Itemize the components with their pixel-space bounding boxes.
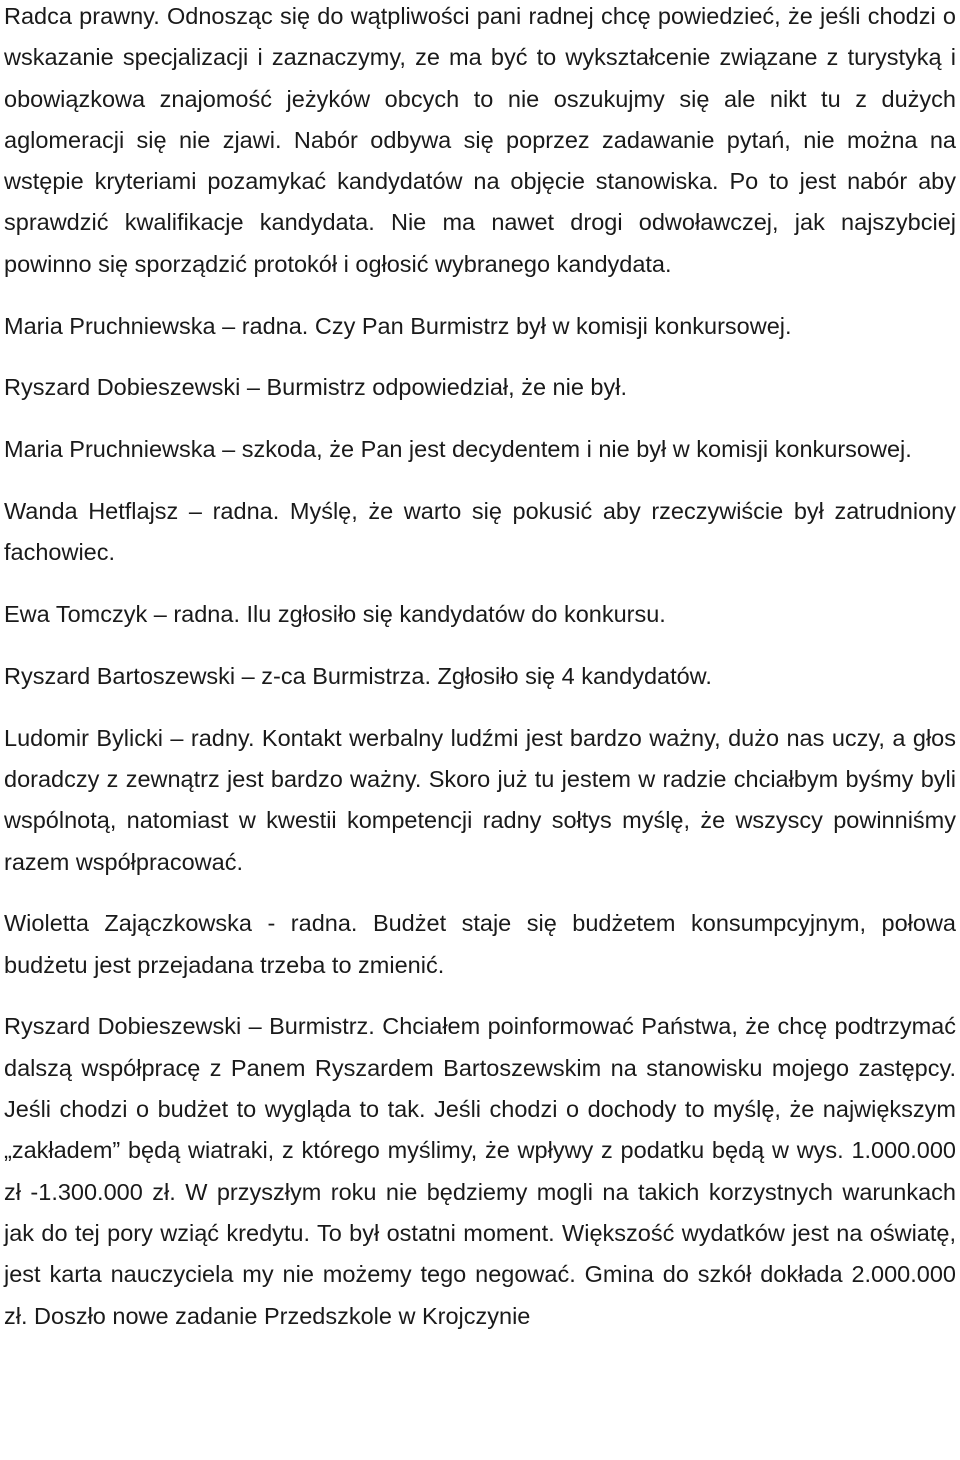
paragraph-bylicki	[4, 718, 956, 883]
paragraph-text: Zgłosiło się 4 kandydatów.	[431, 662, 712, 689]
speaker-label: Maria Pruchniewska – radna.	[4, 312, 309, 339]
paragraph-text: Kontakt werbalny ludźmi jest bardzo ważny, dużo nas uczy, a głos doradczy z zewnątrz jest bardzo ważny. Skoro już tu jestem w radzie chciałbym byśmy byli wspólnotą, natomiast w kwestii kompetencji radny sołtys myślę, że wszyscy powinniśmy razem współpracować.	[4, 724, 957, 875]
paragraph-text: Chciałem poinformować Państwa, że chcę podtrzymać dalszą współpracę z Panem Ryszardem Bartoszewskim na stanowisku mojego zastępcy. Jeśli chodzi o budżet to wygląda to tak. Jeśli chodzi o dochody to myślę, że największym „zakładem” będą wiatraki, z którego myślimy, że wpływy z podatku będą w wys. 1.000.000 zł -1.300.000 zł. W przyszłym roku nie będziemy mogli na takich korzystnych warunkach jak do tej pory wziąć kredytu. To był ostatni moment. Większość wydatków jest na oświatę, jest karta nauczyciela my nie możemy tego negować. Gmina do szkół dokłada 2.000.000 zł. Doszło nowe zadanie Przedszkole w Krojczynie	[4, 1013, 956, 1329]
paragraph-text: szkoda, że Pan jest decydentem i nie był w komisji konkursowej.	[235, 436, 912, 463]
paragraph-text: Myślę, że warto się pokusić aby rzeczywiście był zatrudniony fachowiec.	[4, 497, 956, 566]
speaker-label: Ludomir Bylicki – radny.	[4, 724, 255, 751]
paragraph-text: Ilu zgłosiło się kandydatów do konkursu.	[239, 601, 666, 628]
speaker-label: Ryszard Bartoszewski – z-ca Burmistrza.	[4, 662, 432, 689]
paragraph-dobieszewski-2	[4, 1006, 956, 1336]
speaker-label: Wanda Hetflajsz – radna.	[4, 497, 280, 524]
paragraph-text: Odnosząc się do wątpliwości pani radnej chcę powiedzieć, że jeśli chodzi o wskazanie specjalizacji i zaznaczymy, ze ma być to wykształcenie związane z turystyką i obowiązkowa znajomość jeżyków obcych to nie oszukujmy się ale nikt tu z dużych aglomeracji się nie zjawi. Nabór odbywa się poprzez zadawanie pytań, nie można na wstępie kryteriami pozamykać kandydatów na objęcie stanowiska. Po to jest nabór aby sprawdzić kwalifikacje kandydata. Nie ma nawet drogi odwoławczej, jak najszybciej powinno się sporządzić protokół i ogłosić wybranego kandydata.	[4, 3, 956, 277]
document-page	[4, 0, 956, 1337]
paragraph-text: Budżet staje się budżetem konsumpcyjnym, połowa budżetu jest przejadana trzeba to zmienić.	[4, 910, 956, 978]
paragraph-radca-prawny	[4, 0, 956, 285]
speaker-label: Radca prawny.	[4, 3, 160, 29]
paragraph-text: odpowiedział, że nie był.	[365, 374, 627, 401]
paragraph-bartoszewski	[4, 656, 956, 697]
speaker-label: Ryszard Dobieszewski – Burmistrz	[4, 374, 366, 401]
paragraph-text: Czy Pan Burmistrz był w komisji konkursowej.	[308, 312, 792, 339]
speaker-label: Maria Pruchniewska –	[4, 436, 236, 463]
paragraph-hetflajsz	[4, 491, 956, 574]
speaker-label: Ryszard Dobieszewski – Burmistrz.	[4, 1013, 375, 1040]
paragraph-zajaczkowska	[4, 903, 956, 986]
paragraph-pruchniewska-2	[4, 429, 956, 470]
speaker-label: Ewa Tomczyk – radna.	[4, 601, 240, 628]
speaker-label: Wioletta Zajączkowska - radna.	[4, 910, 358, 937]
paragraph-tomczyk	[4, 594, 956, 635]
paragraph-dobieszewski-1	[4, 367, 956, 408]
paragraph-pruchniewska-1	[4, 306, 956, 347]
